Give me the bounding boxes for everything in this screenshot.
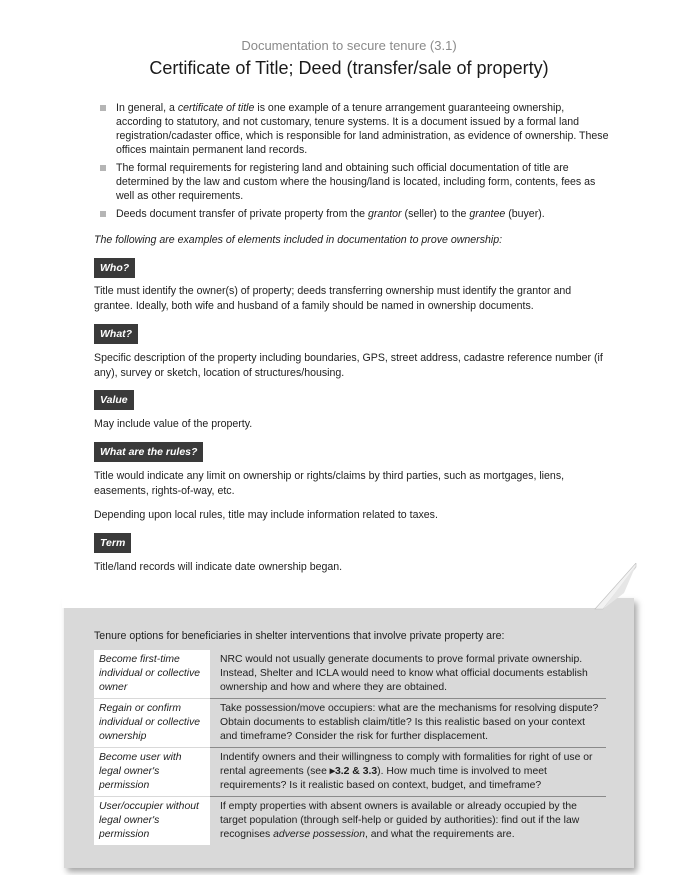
option-description: Indentify owners and their willingness to comply with formalities for right of use or rental agreements (see ▸3.2 & 3.3). How much time is involved to meet requirements? Is it realistic based on context, budget, and timeframe? (210, 748, 606, 797)
page-subtitle: Documentation to secure tenure (3.1) (241, 38, 457, 53)
section-text-term: Title/land records will indicate date ownership began. (94, 561, 343, 573)
options-intro: Tenure options for beneficiaries in shelter interventions that involve private property are: (94, 630, 505, 642)
tenure-options-table (94, 650, 606, 845)
option-label: Become user with legal owner's permission (94, 748, 210, 797)
bullet-icon (100, 165, 106, 171)
intro-text: The following are examples of elements included in documentation to prove ownership: (94, 234, 503, 246)
section-text-what: Specific description of the property including boundaries, GPS, street address, cadastre reference number (if any), survey or sketch, location of structures/housing. (94, 352, 603, 379)
option-label: Regain or confirm individual or collective ownership (94, 699, 210, 748)
section-tag-value: Value (94, 390, 134, 410)
table-row (94, 748, 606, 797)
table-row (94, 650, 606, 699)
bullet-icon (100, 105, 106, 111)
table-row (94, 699, 606, 748)
table-row (94, 797, 606, 846)
section-tag-what: What? (94, 324, 138, 344)
section-tag-rules: What are the rules? (94, 442, 203, 462)
section-tag-who: Who? (94, 258, 135, 278)
option-description: If empty properties with absent owners is available or already occupied by the target population (through self-help or guided by authorities): find out if the law recognises adverse possession, and what the requirements are. (210, 797, 606, 846)
bullet-item: Deeds document transfer of private property from the grantor (seller) to the grantee (buyer). (94, 207, 609, 221)
section-tag-term: Term (94, 533, 131, 553)
page-title: Certificate of Title; Deed (transfer/sale of property) (149, 58, 549, 78)
section-text-who: Title must identify the owner(s) of property; deeds transferring ownership must identify the grantor and grantee. Ideally, both wife and husband of a family should be named in ownership documents. (94, 285, 572, 312)
section-text-value: May include value of the property. (94, 418, 253, 430)
bullet-item: The formal requirements for registering land and obtaining such official documentation of title are determined by the law and custom where the housing/land is located, including form, contents, fees as well as other requirements. (94, 161, 609, 203)
section-text-rules: Title would indicate any limit on ownership or rights/claims by third parties, such as mortgages, liens, easements, rights-of-way, etc. (94, 470, 565, 497)
option-label: Become first-time individual or collective owner (94, 650, 210, 699)
bullet-list (94, 101, 609, 225)
option-label: User/occupier without legal owner's permission (94, 797, 210, 846)
bullet-icon (100, 211, 106, 217)
bullet-item: In general, a certificate of title is one example of a tenure arrangement guaranteeing ownership, according to statutory, and not customary, tenure systems. It is a document issued by a formal land registration/cadaster office, which is responsible for land administration, as evidence of ownership. These offices maintain permanent land records. (94, 101, 609, 157)
cross-reference-link[interactable]: ▸3.2 & 3.3 (329, 766, 378, 777)
option-description: Take possession/move occupiers: what are the mechanisms for resolving dispute? Obtain documents to establish claim/title? Is this realistic based on your context and timeframe? Consider the risk for further displacement. (210, 699, 606, 748)
option-description: NRC would not usually generate documents to prove formal private ownership. Instead, Shelter and ICLA would need to know what official documents establish ownership and how and where they are obtained. (220, 654, 588, 693)
section-text-rules-taxes: Depending upon local rules, title may include information related to taxes. (94, 509, 438, 521)
